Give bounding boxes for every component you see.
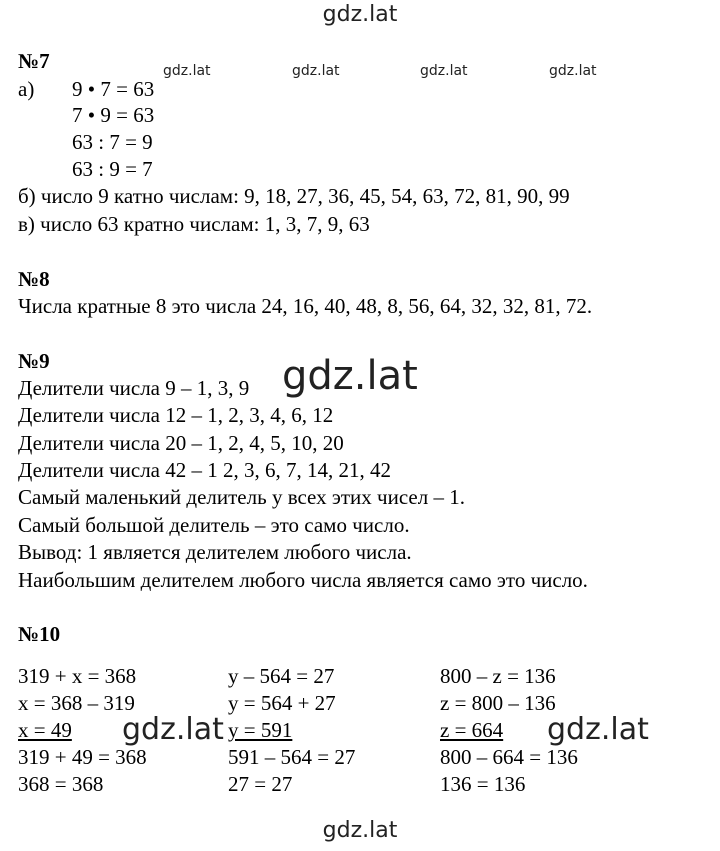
task9-line: Делители числа 20 – 1, 2, 4, 5, 10, 20 [18,431,344,455]
task10-col3-line: 800 – z = 136 [440,664,556,688]
task10-col1-line: 319 + 49 = 368 [18,745,147,769]
task10-col1-answer: x = 49 [18,718,72,742]
watermark-bottom: gdz.lat [322,818,398,843]
task10-col1-line: 368 = 368 [18,772,104,796]
task8-line: Числа кратные 8 это числа 24, 16, 40, 48, 8, 56, 64, 32, 32, 81, 72. [18,294,593,318]
task7-title: №7 [18,49,50,73]
task9-line: Самый маленький делитель у всех этих чисел – 1. [18,485,465,509]
task7-a-line: 63 : 7 = 9 [72,130,153,154]
watermark-small-2: gdz.lat [292,63,340,79]
task10-col2-line: y – 564 = 27 [228,664,335,688]
task10-col3-line: 136 = 136 [440,772,526,796]
task7-a-line: 9 • 7 = 63 [72,77,155,101]
watermark-small-1: gdz.lat [163,63,211,79]
task9-line: Делители числа 12 – 1, 2, 3, 4, 6, 12 [18,403,334,427]
watermark-small-3: gdz.lat [420,63,468,79]
task9-line: Самый большой делитель – это само число. [18,513,410,537]
task10-col3-line: z = 800 – 136 [440,691,556,715]
task8-title: №8 [18,267,50,291]
task10-col1-line: x = 368 – 319 [18,691,135,715]
watermark-large: gdz.lat [282,353,418,399]
watermark-medium-2: gdz.lat [547,712,649,747]
watermark-small-4: gdz.lat [549,63,597,79]
task9-title: №9 [18,349,50,373]
task10-col3-line: 800 – 664 = 136 [440,745,578,769]
task10-col1-line: 319 + x = 368 [18,664,137,688]
task10-col2-line: 27 = 27 [228,772,293,796]
task10-title: №10 [18,622,61,646]
task7-v-line: в) число 63 кратно числам: 1, 3, 7, 9, 63 [18,212,370,236]
task9-line: Вывод: 1 является делителем любого числа. [18,540,412,564]
watermark-medium-1: gdz.lat [122,712,224,747]
watermark-top: gdz.lat [322,2,398,27]
task7-a-line: 63 : 9 = 7 [72,157,153,181]
task9-line: Делители числа 9 – 1, 3, 9 [18,376,250,400]
task10-col2-answer: y = 591 [228,718,293,742]
task10-col2-line: 591 – 564 = 27 [228,745,356,769]
task9-line: Делители числа 42 – 1 2, 3, 6, 7, 14, 21, 42 [18,458,392,482]
task10-col2-line: y = 564 + 27 [228,691,336,715]
task7-a-label: а) [18,77,35,101]
task9-line: Наибольшим делителем любого числа является само это число. [18,568,588,592]
task10-col3-answer: z = 664 [440,718,504,742]
task7-b-line: б) число 9 катно числам: 9, 18, 27, 36, 45, 54, 63, 72, 81, 90, 99 [18,184,570,208]
task7-a-line: 7 • 9 = 63 [72,103,155,127]
